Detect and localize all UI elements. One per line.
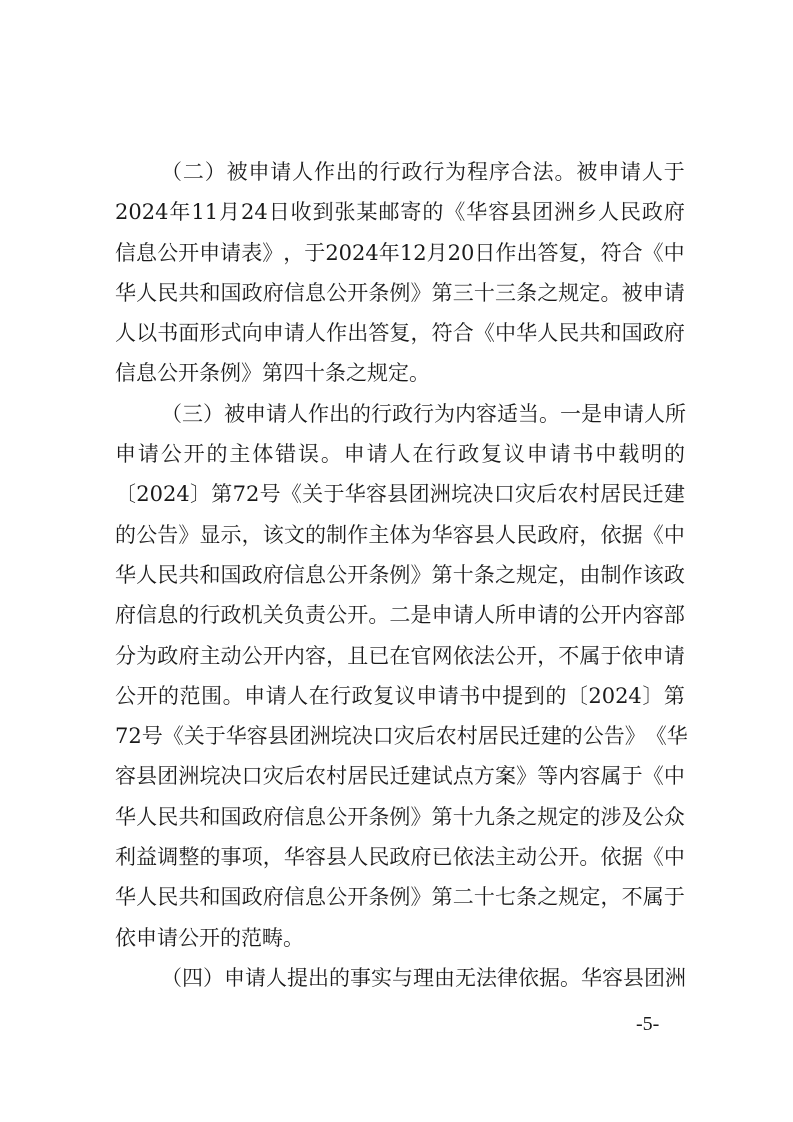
text-line: 分 为 政 府 主 动 公 开 内 容 ， 且 已 在 官 网 依 法 公 开 ， 不 属 于 依 申 请	[115, 643, 685, 668]
text-line: 信息公开条例》第四十条之规定。	[115, 361, 430, 386]
text-line: 2024 年 11 月 24 日 收 到 张 某 邮 寄 的 《 华 容 县 团 洲 乡 人 民 政 府	[115, 200, 685, 225]
text-line: 华 人 民 共 和 国 政 府 信 息 公 开 条 例 》 第 十 条 之 规 定 ， 由 制 作 该 政	[115, 562, 685, 587]
text-line: 华 人 民 共 和 国 政 府 信 息 公 开 条 例 》 第 十 九 条 之 规 定 的 涉 及 公 众	[115, 804, 685, 829]
text-line: 华 人 民 共 和 国 政 府 信 息 公 开 条 例 》 第 三 十 三 条 之 规 定 。 被 申 请	[115, 280, 685, 305]
text-line: 华 人 民 共 和 国 政 府 信 息 公 开 条 例 》 第 二 十 七 条 之 规 定 ， 不 属 于	[115, 885, 685, 910]
text-line: 72 号 《 关 于 华 容 县 团 洲 垸 决 口 灾 后 农 村 居 民 迁 建 的 公 告 》 《 华	[115, 724, 688, 749]
text-line: 容 县 团 洲 垸 决 口 灾 后 农 村 居 民 迁 建 试 点 方 案 》 等 内 容 属 于 《 中	[115, 764, 685, 789]
text-line: 府 信 息 的 行 政 机 关 负 责 公 开 。 二 是 申 请 人 所 申 请 的 公 开 内 容 部	[115, 603, 685, 628]
body-text	[115, 152, 688, 998]
text-line: 〔 2024 〕 第 72 号 《 关 于 华 容 县 团 洲 垸 决 口 灾 后 农 村 居 民 迁 建	[115, 482, 685, 507]
text-line: （ 二 ） 被 申 请 人 作 出 的 行 政 行 为 程 序 合 法 。 被 申 请 人 于	[161, 160, 685, 184]
text-line: 信 息 公 开 申 请 表 》 ， 于 2024 年 12 月 20 日 作 出 答 复 ， 符 合 《 中	[115, 240, 685, 265]
text-line: 申 请 公 开 的 主 体 错 误 。 申 请 人 在 行 政 复 议 申 请 书 中 载 明 的	[115, 442, 685, 467]
text-line: 人 以 书 面 形 式 向 申 请 人 作 出 答 复 ， 符 合 《 中 华 人 民 共 和 国 政 府	[115, 321, 685, 346]
page-number: -5-	[636, 1013, 660, 1035]
text-line: （ 三 ） 被 申 请 人 作 出 的 行 政 行 为 内 容 适 当 。 一 是 申 请 人 所	[161, 401, 686, 426]
text-line: 利 益 调 整 的 事 项 ， 华 容 县 人 民 政 府 已 依 法 主 动 公 开 。 依 据 《 中	[115, 845, 685, 870]
text-line: （ 四 ） 申 请 人 提 出 的 事 实 与 理 由 无 法 律 依 据 。 华 容 县 团 洲	[161, 965, 686, 990]
text-line: 的 公 告 》 显 示 ， 该 文 的 制 作 主 体 为 华 容 县 人 民 政 府 ， 依 据 《 中	[115, 522, 685, 547]
text-line: 依申请公开的范畴。	[115, 925, 304, 950]
text-line: 公 开 的 范 围 。 申 请 人 在 行 政 复 议 申 请 书 中 提 到 的 〔 2024 〕 第	[115, 683, 685, 708]
